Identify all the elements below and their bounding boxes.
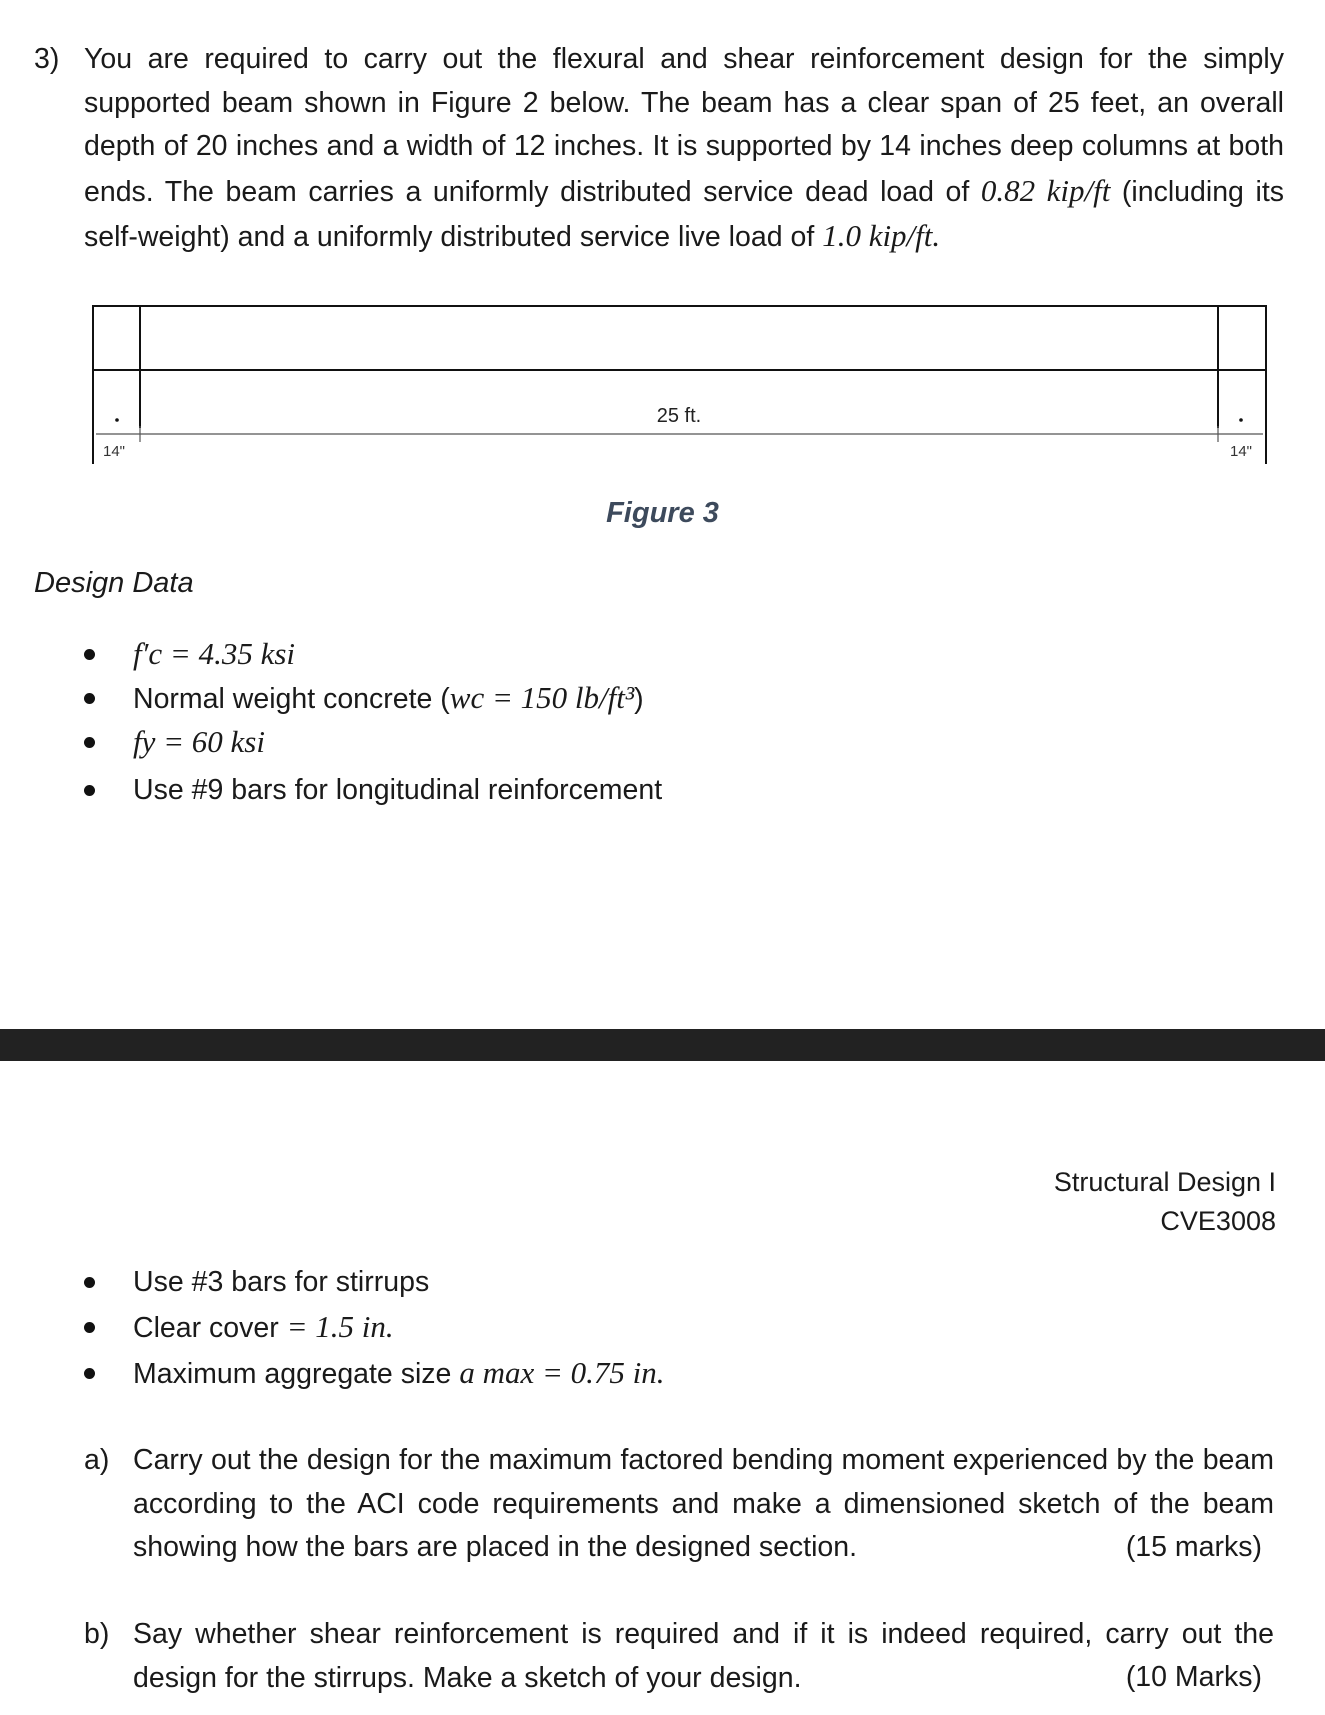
course-header xyxy=(1054,1163,1276,1241)
span-label: 25 ft. xyxy=(656,405,702,427)
design-item-text: Clear cover = 1.5 in. xyxy=(133,1309,394,1344)
design-item-text: f′c = 4.35 ksi xyxy=(133,636,296,671)
bullet-icon xyxy=(84,785,95,796)
question-intro: You are required to carry out the flexural and shear reinforcement design for the simply supported beam shown in Figure 2 below. The beam has a clear span of 25 feet, an overall depth of 20 inches and a width of 12 inches. It is supported by 14 inches deep columns at both ends. The beam carries a uniformly distributed service dead load of xyxy=(84,43,1284,208)
question-mid: (including its self-weight) and a uniformly distributed service live load of xyxy=(84,175,1284,253)
beam-figure xyxy=(88,300,1278,470)
question-text xyxy=(84,38,1284,260)
left-support-label: 14" xyxy=(102,443,126,460)
part-letter: b) xyxy=(84,1618,110,1650)
design-item-text: Maximum aggregate size a max = 0.75 in. xyxy=(133,1355,665,1390)
design-data-title: Design Data xyxy=(34,567,194,599)
design-item-text: fy = 60 ksi xyxy=(133,724,265,759)
bullet-icon xyxy=(84,649,95,660)
course-title: Structural Design I xyxy=(1053,1167,1276,1197)
left-dot-mark xyxy=(115,418,119,422)
question-3 xyxy=(34,38,1284,260)
right-support-label: 14" xyxy=(1229,443,1253,460)
part-b xyxy=(84,1613,1284,1700)
right-dot-mark xyxy=(1239,418,1243,422)
bullet-icon xyxy=(84,1277,95,1288)
part-marks: (10 Marks) xyxy=(1125,1661,1262,1693)
question-number: 3) xyxy=(34,43,60,75)
course-code: CVE3008 xyxy=(1160,1206,1276,1236)
design-item-text: Use #9 bars for longitudinal reinforcement xyxy=(133,774,663,806)
bullet-icon xyxy=(84,693,95,704)
part-text: Say whether shear reinforcement is required and if it is indeed required, carry out the design for the stirrups. Make a sketch of your design. xyxy=(133,1618,1274,1694)
bullet-icon xyxy=(84,1322,95,1333)
part-a xyxy=(84,1439,1284,1570)
bullet-icon xyxy=(84,737,95,748)
design-item-text: Use #3 bars for stirrups xyxy=(133,1266,430,1298)
live-load-value: 1.0 kip/ft. xyxy=(822,218,941,253)
part-marks: (15 marks) xyxy=(1125,1531,1262,1563)
dead-load-value: 0.82 kip/ft xyxy=(980,172,1111,208)
beam-outline xyxy=(93,306,1266,370)
design-item-text: Normal weight concrete (wc = 150 lb/ft³) xyxy=(133,680,644,715)
part-letter: a) xyxy=(84,1444,110,1476)
bullet-icon xyxy=(84,1368,95,1379)
page-break-divider xyxy=(0,1029,1325,1061)
figure-caption: Figure 3 xyxy=(606,497,719,529)
part-text: Carry out the design for the maximum factored bending moment experienced by the beam according to the ACI code requirements and make a dimensioned sketch of the beam showing how the bars are placed in the designed section. xyxy=(133,1444,1274,1563)
